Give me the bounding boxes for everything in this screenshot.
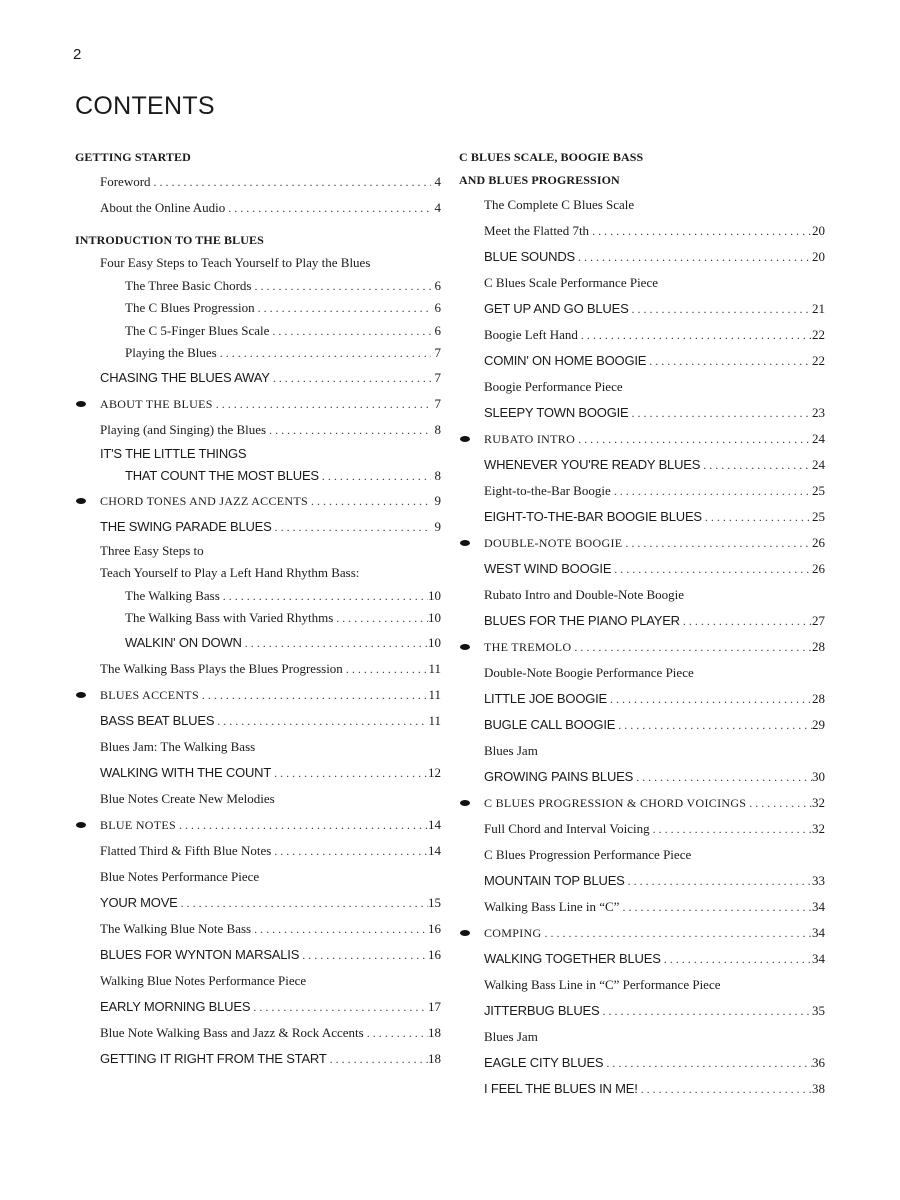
toc-entry-concept[interactable]: RUBATO INTRO . . . 24 [459, 426, 825, 452]
toc-entry[interactable]: The C 5-Finger Blues Scale . . . 6 [75, 320, 441, 343]
toc-entry-song[interactable]: BLUES FOR THE PIANO PLAYER . . . 27 [459, 608, 825, 634]
toc-entry-song[interactable]: GETTING IT RIGHT FROM THE START . . . 18 [75, 1046, 441, 1072]
page-ref: 30 [812, 769, 825, 784]
page-ref: 7 [434, 369, 441, 385]
page-ref: 25 [812, 509, 825, 524]
page-ref: 27 [812, 613, 825, 628]
toc-entry: C Blues Progression Performance Piece [484, 847, 692, 862]
toc-entry: Four Easy Steps to Teach Yourself to Play the Blues [100, 255, 371, 270]
toc-entry-song[interactable]: COMIN' ON HOME BOOGIE . . . 22 [459, 348, 825, 374]
bullet-icon [460, 436, 470, 442]
toc-entry: Blue Notes Performance Piece [100, 868, 260, 884]
toc-entry[interactable]: The Three Basic Chords . . . 6 [75, 275, 441, 298]
toc-entry[interactable]: Full Chord and Interval Voicing . . . 32 [459, 816, 825, 842]
toc-entry-concept[interactable]: BLUE NOTES . . . 14 [75, 812, 441, 838]
page-ref: 18 [428, 1050, 441, 1066]
page-ref: 33 [812, 873, 825, 888]
page-ref: 38 [812, 1081, 825, 1096]
toc-entry-concept[interactable]: THE TREMOLO . . . 28 [459, 634, 825, 660]
page-ref: 21 [812, 301, 825, 316]
toc-entry[interactable]: Playing (and Singing) the Blues . . . 8 [75, 417, 441, 443]
page-ref: 4 [434, 200, 441, 215]
toc-entry: Boogie Performance Piece [484, 379, 623, 394]
page-ref: 28 [812, 691, 825, 706]
toc-entry-song[interactable]: MOUNTAIN TOP BLUES . . . 33 [459, 868, 825, 894]
toc-entry: Blue Notes Create New Melodies [100, 790, 275, 806]
toc-entry: Walking Blue Notes Performance Piece [100, 972, 307, 988]
page-ref: 8 [434, 468, 441, 483]
page-ref: 17 [428, 998, 441, 1014]
toc-entry-song[interactable]: BLUES FOR WYNTON MARSALIS . . . 16 [75, 942, 441, 968]
toc-column-right [459, 146, 825, 1102]
page-ref: 15 [428, 894, 441, 910]
page-ref: 23 [812, 405, 825, 420]
page-ref: 9 [434, 492, 441, 508]
page-ref: 20 [812, 223, 825, 238]
page-ref: 20 [812, 249, 825, 264]
toc-entry-concept[interactable]: BLUES ACCENTS . . . 11 [75, 682, 441, 708]
page-number: 2 [73, 46, 82, 63]
toc-entry-song[interactable]: JITTERBUG BLUES . . . 35 [459, 998, 825, 1024]
toc-entry: C Blues Scale Performance Piece [484, 275, 658, 290]
page-ref: 11 [428, 660, 441, 676]
toc-entry-song[interactable]: WHENEVER YOU'RE READY BLUES . . . 24 [459, 452, 825, 478]
toc-entry-song[interactable]: BUGLE CALL BOOGIE . . . 29 [459, 712, 825, 738]
toc-entry: Rubato Intro and Double-Note Boogie [484, 587, 685, 602]
section-heading: INTRODUCTION TO THE BLUES [75, 233, 264, 247]
page-title: CONTENTS [75, 92, 215, 120]
toc-entry: Double-Note Boogie Performance Piece [484, 665, 694, 680]
toc-column-left [75, 146, 441, 1072]
bullet-icon [460, 930, 470, 936]
toc-entry[interactable]: Flatted Third & Fifth Blue Notes . . . 14 [75, 838, 441, 864]
page-ref: 34 [812, 951, 825, 966]
toc-entry-song[interactable]: BLUE SOUNDS . . . 20 [459, 244, 825, 270]
bullet-icon [76, 498, 86, 504]
toc-entry-song[interactable]: CHASING THE BLUES AWAY . . . 7 [75, 365, 441, 391]
toc-entry-concept[interactable]: CHORD TONES AND JAZZ ACCENTS . . . 9 [75, 488, 441, 514]
toc-entry[interactable]: The Walking Blue Note Bass . . . 16 [75, 916, 441, 942]
page-ref: 34 [812, 899, 825, 914]
toc-entry[interactable]: Eight-to-the-Bar Boogie . . . 25 [459, 478, 825, 504]
toc-entry[interactable]: About the Online Audio . . . 4 [75, 195, 441, 221]
toc-entry-concept[interactable]: DOUBLE-NOTE BOOGIE . . . 26 [459, 530, 825, 556]
page-ref: 26 [812, 535, 825, 550]
page-ref: 11 [428, 712, 441, 728]
page-ref: 16 [428, 920, 441, 936]
page-ref: 10 [428, 610, 441, 625]
toc-entry-concept[interactable]: C BLUES PROGRESSION & CHORD VOICINGS . . . 32 [459, 790, 825, 816]
toc-entry: Blues Jam: The Walking Bass [100, 738, 256, 754]
page-ref: 6 [434, 300, 441, 315]
page-ref: 14 [428, 842, 441, 858]
page-ref: 12 [428, 764, 441, 780]
toc-entry[interactable]: The C Blues Progression . . . 6 [75, 297, 441, 320]
toc-entry-song[interactable]: WALKIN' ON DOWN . . . 10 [75, 630, 441, 656]
page-ref: 24 [812, 457, 825, 472]
page-ref: 6 [434, 277, 441, 293]
toc-entry-song: IT'S THE LITTLE THINGS [100, 445, 247, 461]
toc-entry[interactable]: The Walking Bass . . . 10 [75, 585, 441, 608]
toc-entry-song[interactable]: WEST WIND BOOGIE . . . 26 [459, 556, 825, 582]
bullet-icon [76, 401, 86, 407]
page-ref: 35 [812, 1003, 825, 1018]
page-ref: 34 [812, 925, 825, 940]
page-ref: 10 [428, 634, 441, 650]
page-ref: 32 [812, 795, 825, 810]
toc-entry[interactable]: Boogie Left Hand . . . 22 [459, 322, 825, 348]
toc-entry-song[interactable]: THAT COUNT THE MOST BLUES . . . 8 [75, 465, 441, 488]
page-ref: 16 [428, 946, 441, 962]
bullet-icon [76, 692, 86, 698]
toc-entry: The Complete C Blues Scale [484, 197, 635, 212]
page-ref: 26 [812, 561, 825, 576]
toc-entry-song[interactable]: EAGLE CITY BLUES . . . 36 [459, 1050, 825, 1076]
toc-entry[interactable]: Foreword . . . 4 [75, 169, 441, 195]
page-ref: 10 [428, 587, 441, 603]
toc-entry-song[interactable]: I FEEL THE BLUES IN ME! . . . 38 [459, 1076, 825, 1102]
page-ref: 25 [812, 483, 825, 498]
toc-entry: Teach Yourself to Play a Left Hand Rhythm Bass: [100, 565, 360, 580]
toc-entry: Three Easy Steps to [100, 542, 204, 558]
bullet-icon [460, 800, 470, 806]
bullet-icon [76, 822, 86, 828]
page-ref: 29 [812, 717, 825, 732]
page-ref: 14 [428, 816, 441, 832]
section-heading: GETTING STARTED [75, 150, 191, 164]
page-ref: 6 [434, 322, 441, 338]
toc-entry[interactable]: Playing the Blues . . . 7 [75, 342, 441, 365]
page-ref: 7 [434, 345, 441, 360]
toc-entry[interactable]: Meet the Flatted 7th . . . 20 [459, 218, 825, 244]
bullet-icon [460, 644, 470, 650]
toc-entry-song[interactable]: EIGHT-TO-THE-BAR BOOGIE BLUES . . . 25 [459, 504, 825, 530]
page-ref: 9 [434, 518, 441, 534]
bullet-icon [460, 540, 470, 546]
page-ref: 8 [434, 421, 441, 437]
toc-entry: Blues Jam [484, 1029, 538, 1044]
toc-entry-song[interactable]: THE SWING PARADE BLUES . . . 9 [75, 514, 441, 540]
page-ref: 7 [434, 395, 441, 411]
toc-entry-concept[interactable]: ABOUT THE BLUES . . . 7 [75, 391, 441, 417]
toc-entry[interactable]: The Walking Bass Plays the Blues Progression . . . 11 [75, 656, 441, 682]
page-ref: 22 [812, 327, 825, 342]
page-ref: 18 [428, 1024, 441, 1040]
page-ref: 32 [812, 821, 825, 836]
toc-entry: Blues Jam [484, 743, 538, 758]
page-ref: 24 [812, 431, 825, 446]
toc-entry[interactable]: Walking Bass Line in “C” . . . 34 [459, 894, 825, 920]
toc-entry[interactable]: Blue Note Walking Bass and Jazz & Rock Accents . . . 18 [75, 1020, 441, 1046]
page-ref: 22 [812, 353, 825, 368]
toc-entry-song[interactable]: WALKING TOGETHER BLUES . . . 34 [459, 946, 825, 972]
toc-entry[interactable]: The Walking Bass with Varied Rhythms . . . 10 [75, 607, 441, 630]
toc-entry-song[interactable]: GET UP AND GO BLUES . . . 21 [459, 296, 825, 322]
page-ref: 11 [428, 686, 441, 702]
toc-entry-song[interactable]: WALKING WITH THE COUNT . . . 12 [75, 760, 441, 786]
section-heading: C BLUES SCALE, BOOGIE BASS [459, 150, 644, 164]
page-ref: 4 [434, 174, 441, 189]
toc-entry-song[interactable]: BASS BEAT BLUES . . . 11 [75, 708, 441, 734]
toc-entry-song[interactable]: YOUR MOVE . . . 15 [75, 890, 441, 916]
toc-entry-song[interactable]: EARLY MORNING BLUES . . . 17 [75, 994, 441, 1020]
toc-entry-song[interactable]: GROWING PAINS BLUES . . . 30 [459, 764, 825, 790]
toc-entry-song[interactable]: SLEEPY TOWN BOOGIE . . . 23 [459, 400, 825, 426]
toc-entry-concept[interactable]: COMPING . . . 34 [459, 920, 825, 946]
section-heading: AND BLUES PROGRESSION [459, 173, 620, 187]
page-ref: 36 [812, 1055, 825, 1070]
toc-entry-song[interactable]: LITTLE JOE BOOGIE . . . 28 [459, 686, 825, 712]
page-ref: 28 [812, 639, 825, 654]
toc-entry: Walking Bass Line in “C” Performance Piece [484, 977, 721, 992]
